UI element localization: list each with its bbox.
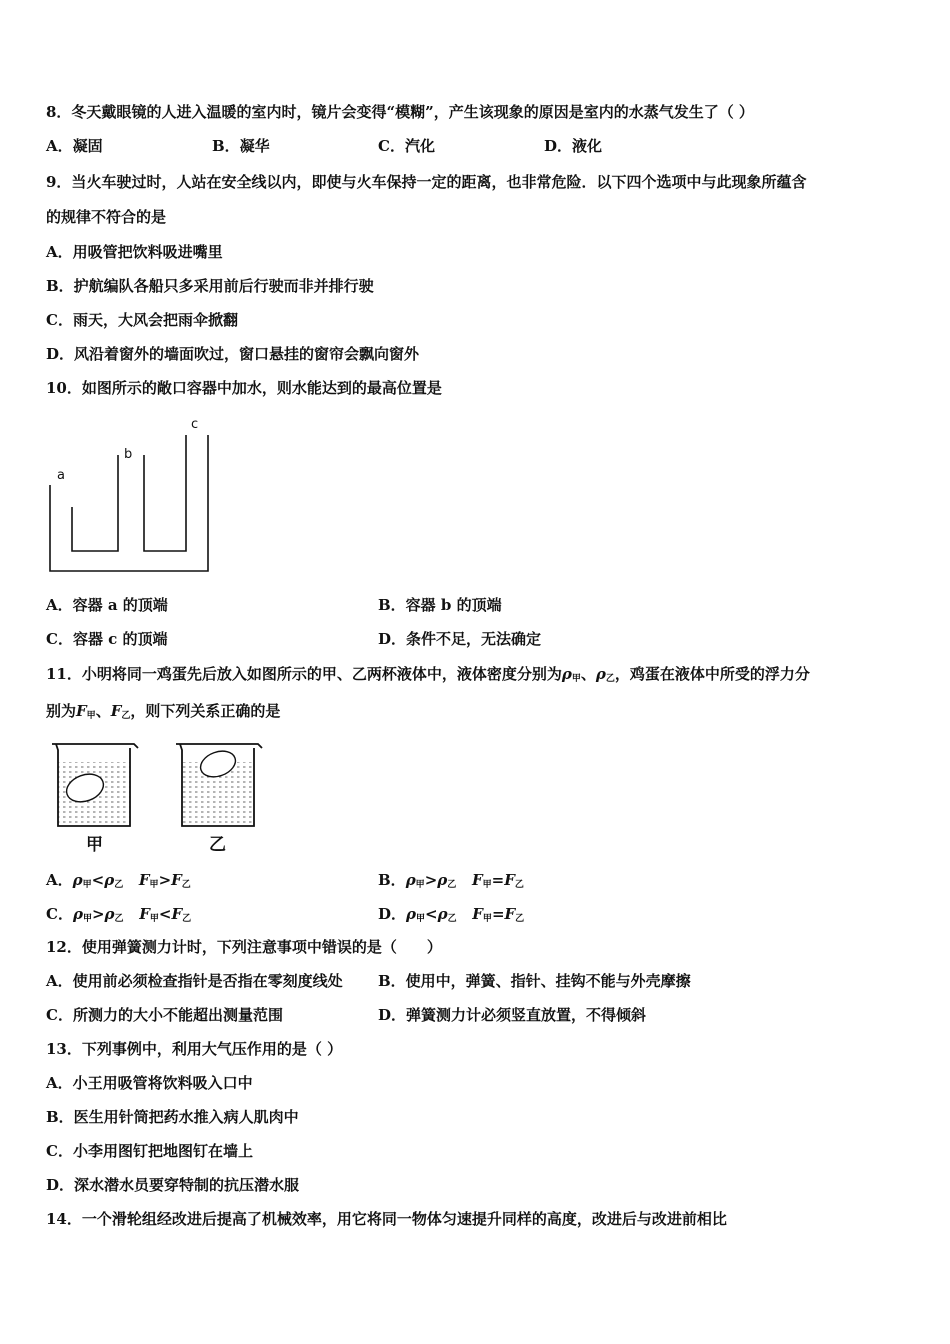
- q14-stem: 14．一个滑轮组经改进后提高了机械效率，用它将同一物体匀速提升同样的高度，改进后与改进前相比: [46, 1210, 727, 1228]
- q12-option-b: B．使用中，弹簧、指针、挂钩不能与外壳摩擦: [378, 972, 691, 990]
- q8-option-b: B．凝华: [212, 137, 270, 155]
- q8-option-c: C．汽化: [378, 137, 435, 155]
- q13-option-a: A．小王用吸管将饮料吸入口中: [46, 1074, 253, 1092]
- q9-option-d: D．风沿着窗外的墙面吹过，窗口悬挂的窗帘会飘向窗外: [46, 345, 420, 363]
- q9-stem-line1: 9．当火车驶过时，人站在安全线以内，即使与火车保持一定的距离，也非常危险．以下四个选项中与此现象所蕴含: [46, 173, 807, 191]
- label-c: c: [191, 417, 199, 432]
- label-jia: 甲: [86, 835, 103, 855]
- q11-option-b: B．$\rho_甲>\rho_乙$ $F_甲=F_乙$: [378, 871, 524, 890]
- q10-option-b: B．容器 b 的顶端: [378, 596, 502, 614]
- q8-option-d: D．液化: [544, 137, 603, 155]
- q10-stem: 10．如图所示的敞口容器中加水，则水能达到的最高位置是: [46, 379, 442, 397]
- label-a: a: [57, 468, 65, 483]
- q9-option-b: B．护航编队各船只多采用前后行驶而非并排行驶: [46, 277, 374, 295]
- container-c-wall: [144, 435, 186, 551]
- q11-stem-line1: 11．小明将同一鸡蛋先后放入如图所示的甲、乙两杯液体中，液体密度分别为$\rho_甲$、$\rho_乙$，鸡蛋在液体中所受的浮力分: [46, 665, 810, 684]
- q11-option-c: C．$\rho_甲>\rho_乙$ $F_甲<F_乙$: [46, 905, 192, 924]
- q13-option-d: D．深水潜水员要穿特制的抗压潜水服: [46, 1176, 300, 1194]
- q9-option-a: A．用吸管把饮料吸进嘴里: [46, 243, 223, 261]
- container-b-wall: [72, 455, 118, 551]
- q11-option-d: D．$\rho_甲<\rho_乙$ $F_甲=F_乙$: [378, 905, 525, 924]
- q9-option-c: C．雨天，大风会把雨伞掀翻: [46, 311, 238, 329]
- connected-containers-figure: [44, 410, 224, 580]
- beakers-egg-figure: [50, 740, 280, 860]
- label-b: b: [124, 447, 133, 462]
- q12-option-c: C．所测力的大小不能超出测量范围: [46, 1006, 283, 1024]
- q12-option-d: D．弹簧测力计必须竖直放置，不得倾斜: [378, 1006, 647, 1024]
- q11-option-a: A．$\rho_甲<\rho_乙$ $F_甲>F_乙$: [46, 871, 191, 890]
- q13-stem: 13．下列事例中，利用大气压作用的是（ ）: [46, 1040, 343, 1058]
- q8-stem: 8．冬天戴眼镜的人进入温暖的室内时，镜片会变得“模糊”，产生该现象的原因是室内的水蒸气发生了（ ）: [46, 103, 754, 121]
- q10-option-c: C．容器 c 的顶端: [46, 630, 168, 648]
- q13-option-c: C．小李用图钉把地图钉在墙上: [46, 1142, 253, 1160]
- q9-stem-line2: 的规律不符合的是: [46, 208, 167, 226]
- q12-option-a: A．使用前必须检查指针是否指在零刻度线处: [46, 972, 343, 990]
- beaker-jia: [52, 744, 138, 826]
- q11-stem-line2: 别为$F_甲$、$F_乙$，则下列关系正确的是: [46, 702, 281, 721]
- q10-option-d: D．条件不足，无法确定: [378, 630, 542, 648]
- q12-stem: 12．使用弹簧测力计时，下列注意事项中错误的是（ ）: [46, 938, 442, 956]
- q13-option-b: B．医生用针筒把药水推入病人肌肉中: [46, 1108, 299, 1126]
- q8-option-a: A．凝固: [46, 137, 103, 155]
- label-yi: 乙: [209, 835, 226, 855]
- beaker-yi: [176, 744, 262, 826]
- q10-option-a: A．容器 a 的顶端: [46, 596, 168, 614]
